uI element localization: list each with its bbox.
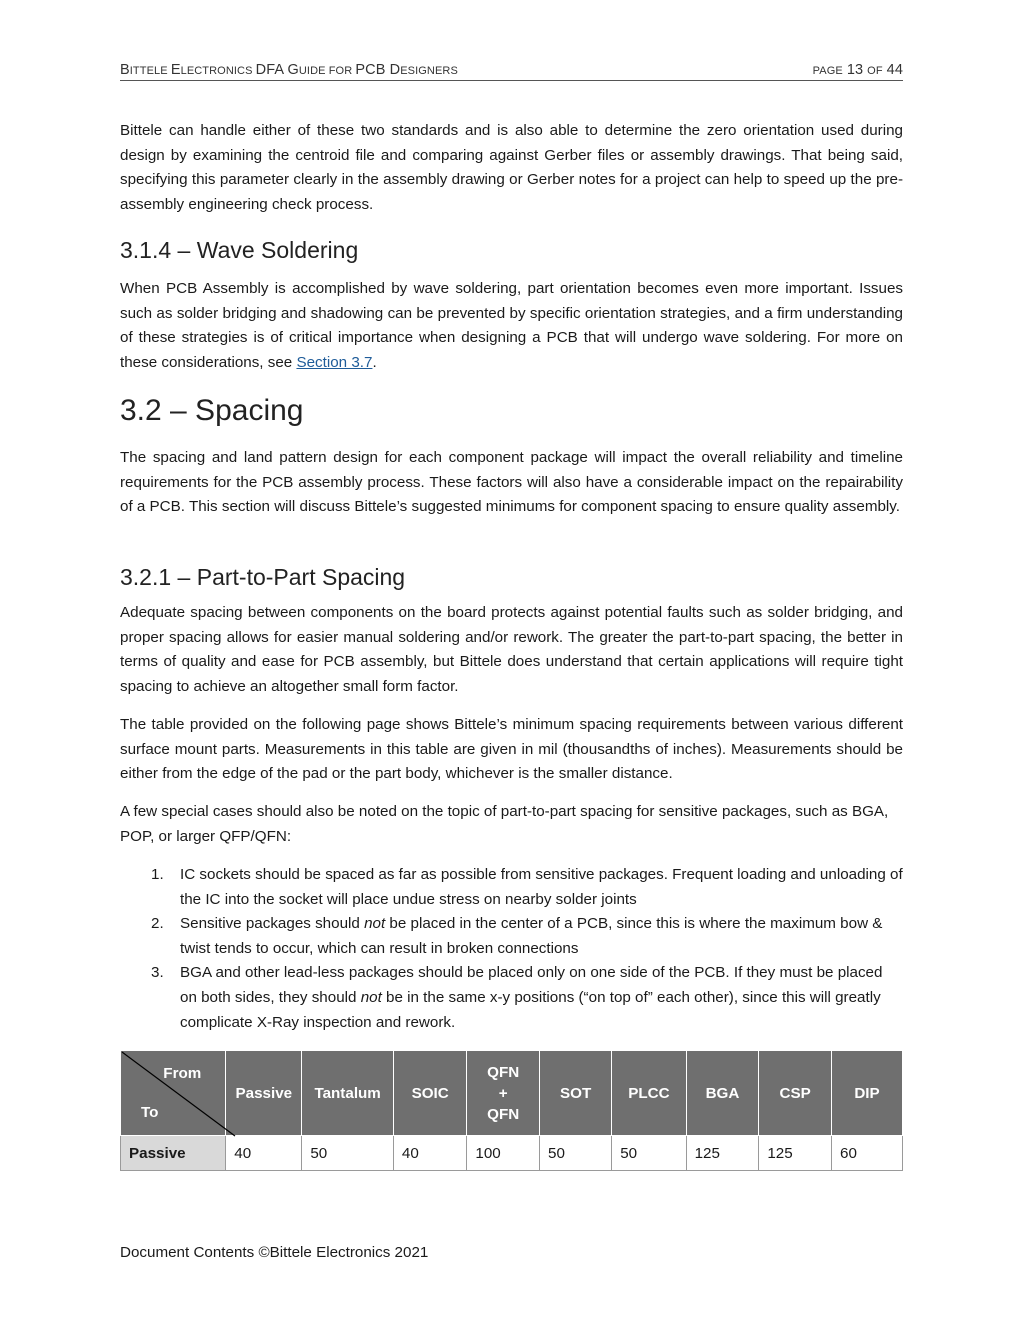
spacing-table bbox=[120, 1050, 903, 1171]
column-header: DIP bbox=[832, 1051, 903, 1136]
list-item bbox=[120, 863, 903, 912]
list-item-number: 1. bbox=[151, 866, 164, 883]
column-header: QFN + QFN bbox=[467, 1051, 540, 1136]
page-number: 13 bbox=[846, 62, 864, 78]
document-title-part: PCB D bbox=[355, 62, 401, 78]
table-cell: 100 bbox=[467, 1136, 540, 1171]
section-3-1-4-body bbox=[120, 277, 903, 375]
table-cell: 50 bbox=[540, 1136, 612, 1171]
column-header: SOIC bbox=[393, 1051, 466, 1136]
part-spacing-paragraph-3: A few special cases should also be noted on the topic of part-to-part spacing for sensitive packages, such as BGA, POP, or larger QFP/QFN: bbox=[120, 803, 889, 845]
table-row bbox=[121, 1136, 903, 1171]
column-header: PLCC bbox=[612, 1051, 686, 1136]
section-3-2-1-p2 bbox=[120, 713, 903, 787]
section-3-2 bbox=[120, 392, 903, 430]
corner-from-label: From bbox=[163, 1065, 202, 1082]
column-header: SOT bbox=[540, 1051, 612, 1136]
section-heading-3-2-1: 3.2.1 – Part-to-Part Spacing bbox=[120, 564, 406, 590]
document-title-part: LECTRONICS bbox=[180, 65, 256, 77]
table-cell: 50 bbox=[612, 1136, 686, 1171]
document-title-part: E bbox=[170, 62, 181, 78]
section-heading-3-1-4: 3.1.4 – Wave Soldering bbox=[120, 237, 359, 263]
page-header bbox=[120, 61, 903, 81]
list-item-text: Sensitive packages should bbox=[180, 915, 365, 933]
list-item bbox=[120, 961, 903, 1035]
list-item bbox=[120, 912, 903, 961]
wave-soldering-paragraph bbox=[120, 277, 903, 375]
page-total: 44 bbox=[886, 62, 903, 78]
intro-paragraph: Bittele can handle either of these two standards and is also able to determine the zero orientation used during design by examining the centroid file and comparing against Gerber files or assembly drawings. That being said, specifying this parameter clearly in the assembly drawing or Gerber notes for a project can help to speed up the pre-assembly engineering check process. bbox=[120, 122, 903, 213]
section-3-2-body bbox=[120, 446, 903, 520]
table-cell: 40 bbox=[393, 1136, 466, 1171]
table-cell: 50 bbox=[302, 1136, 394, 1171]
section-heading-3-2: 3.2 – Spacing bbox=[120, 394, 304, 427]
list-item-number: 2. bbox=[151, 915, 164, 933]
page-of-label: OF bbox=[867, 65, 883, 77]
special-cases-list-block bbox=[120, 863, 903, 1035]
section-3-2-1-p1 bbox=[120, 601, 903, 699]
corner-to-label: To bbox=[141, 1104, 159, 1121]
document-title-part: UIDE FOR bbox=[298, 65, 356, 77]
table-cell: 125 bbox=[759, 1136, 832, 1171]
document-title-part: DFA G bbox=[255, 62, 299, 78]
document-title-part: B bbox=[120, 62, 130, 78]
page-indicator bbox=[813, 61, 903, 78]
column-header: CSP bbox=[759, 1051, 832, 1136]
page-label: PAGE bbox=[812, 65, 843, 77]
column-header: BGA bbox=[686, 1051, 759, 1136]
document-title bbox=[120, 61, 458, 78]
section-3-2-1 bbox=[120, 562, 903, 592]
section-3-7-link[interactable]: Section 3.7 bbox=[296, 353, 373, 371]
list-item-text: be in the same x-y positions (“on top of” each other), since this will greatly complicate X-Ray inspection and rework. bbox=[180, 988, 881, 1031]
intro-block bbox=[120, 119, 903, 217]
column-header: Passive bbox=[226, 1051, 302, 1136]
table-corner-cell bbox=[121, 1051, 226, 1136]
table-header-row bbox=[121, 1051, 903, 1136]
wave-soldering-text-end: . bbox=[372, 353, 377, 371]
table-cell: 125 bbox=[686, 1136, 759, 1171]
document-title-part: ESIGNERS bbox=[400, 65, 458, 77]
list-item-text: BGA and other lead-less packages should be placed only on one side of the PCB. If they must be placed on both sides, they should bbox=[180, 964, 883, 1006]
row-header: Passive bbox=[121, 1136, 226, 1171]
column-header: Tantalum bbox=[302, 1051, 394, 1136]
part-spacing-paragraph-1: Adequate spacing between components on the board protects against potential faults such as solder bridging, and proper spacing allows for easier manual soldering and/or rework. The greater the part-to-part spacing, the better in terms of quality and ease for PCB assembly, but Bittele does understand that certain applications will require tight spacing to achieve an altogether small form factor. bbox=[120, 604, 903, 695]
table-body bbox=[121, 1136, 903, 1171]
table-cell: 40 bbox=[226, 1136, 302, 1171]
list-item-text: IC sockets should be spaced as far as possible from sensitive packages. Frequent loading and unloading of the IC into the socket will place undue stress on nearby solder joints bbox=[180, 866, 903, 908]
table-cell: 60 bbox=[832, 1136, 903, 1171]
list-item-number: 3. bbox=[151, 964, 164, 982]
page-footer: Document Contents ©Bittele Electronics 2021 bbox=[120, 1244, 429, 1261]
spacing-paragraph: The spacing and land pattern design for each component package will impact the overall reliability and timeline requirements for the PCB assembly process. These factors will also have a considerable impact on the repairability of a PCB. This section will discuss Bittele’s suggested minimums for component spacing to ensure quality assembly. bbox=[120, 449, 903, 516]
section-3-2-1-p3 bbox=[120, 800, 903, 849]
special-cases-list bbox=[120, 863, 903, 1035]
emphasis-text: not bbox=[364, 915, 386, 933]
document-title-part: ITTELE bbox=[129, 65, 171, 77]
list-item-text: be placed in the center of a PCB, since this is where the maximum bow & twist tends to occur, which can result in broken connections bbox=[180, 915, 883, 957]
section-3-1-4 bbox=[120, 235, 903, 265]
wave-soldering-text: When PCB Assembly is accomplished by wave soldering, part orientation becomes even more important. Issues such as solder bridging and shadowing can be prevented by specific orientation strategies, and a firm understanding of these strategies is of critical importance when designing a PCB that will undergo wave soldering. For more on these considerations, see bbox=[120, 280, 903, 371]
emphasis-text: not bbox=[360, 988, 382, 1006]
part-spacing-paragraph-2: The table provided on the following page shows Bittele’s minimum spacing requirements between various different surface mount parts. Measurements in this table are given in mil (thousandths of inches). Measurements should be either from the edge of the pad or the part body, whichever is the smaller distance. bbox=[120, 716, 903, 783]
